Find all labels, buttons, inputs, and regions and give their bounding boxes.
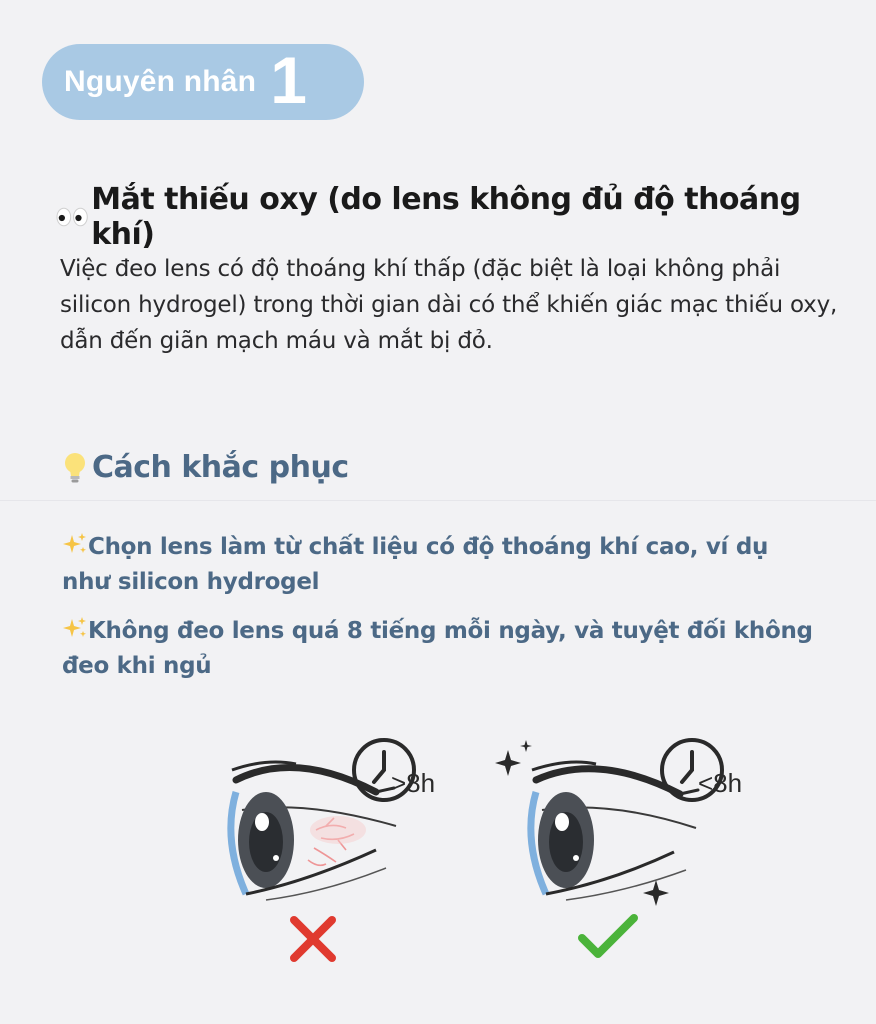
healthy-eye-illustration [490, 730, 760, 1000]
cause-title-text: Mắt thiếu oxy (do lens không đủ độ thoáng khí) [91, 182, 801, 252]
cause-title [56, 182, 856, 252]
sparkles-icon [62, 616, 88, 640]
bad-clock-label: >8h [391, 768, 436, 798]
tip-text: Chọn lens làm từ chất liệu có độ thoáng khí cao, ví dụ như silicon hydrogel [62, 534, 769, 595]
sparkle-icon [643, 880, 669, 906]
tip-item [62, 614, 822, 684]
good-clock-label: <8h [698, 768, 743, 798]
fix-title-text: Cách khắc phục [92, 450, 349, 485]
cause-badge-label: Nguyên nhân [64, 65, 257, 98]
sparkle-icon [495, 750, 521, 776]
red-eye-illustration [226, 730, 456, 1000]
tip-item [62, 530, 822, 600]
lightbulb-icon [62, 451, 88, 485]
cause-badge-number: 1 [270, 43, 307, 117]
checkmark-icon [582, 918, 634, 954]
cause-badge [42, 44, 364, 120]
tip-text: Không đeo lens quá 8 tiếng mỗi ngày, và tuyệt đối không đeo khi ngủ [62, 618, 813, 679]
eyes-icon [56, 207, 89, 227]
sparkle-icon [520, 740, 532, 752]
sparkles-icon [62, 532, 88, 556]
fix-title [62, 450, 349, 485]
page-fold-line [0, 500, 876, 501]
cross-icon [294, 920, 332, 958]
cause-description: Việc đeo lens có độ thoáng khí thấp (đặc biệt là loại không phải silicon hydrogel) trong thời gian dài có thể khiến giác mạc thiếu oxy, dẫn đến giãn mạch máu và mắt bị đỏ. [60, 256, 838, 354]
